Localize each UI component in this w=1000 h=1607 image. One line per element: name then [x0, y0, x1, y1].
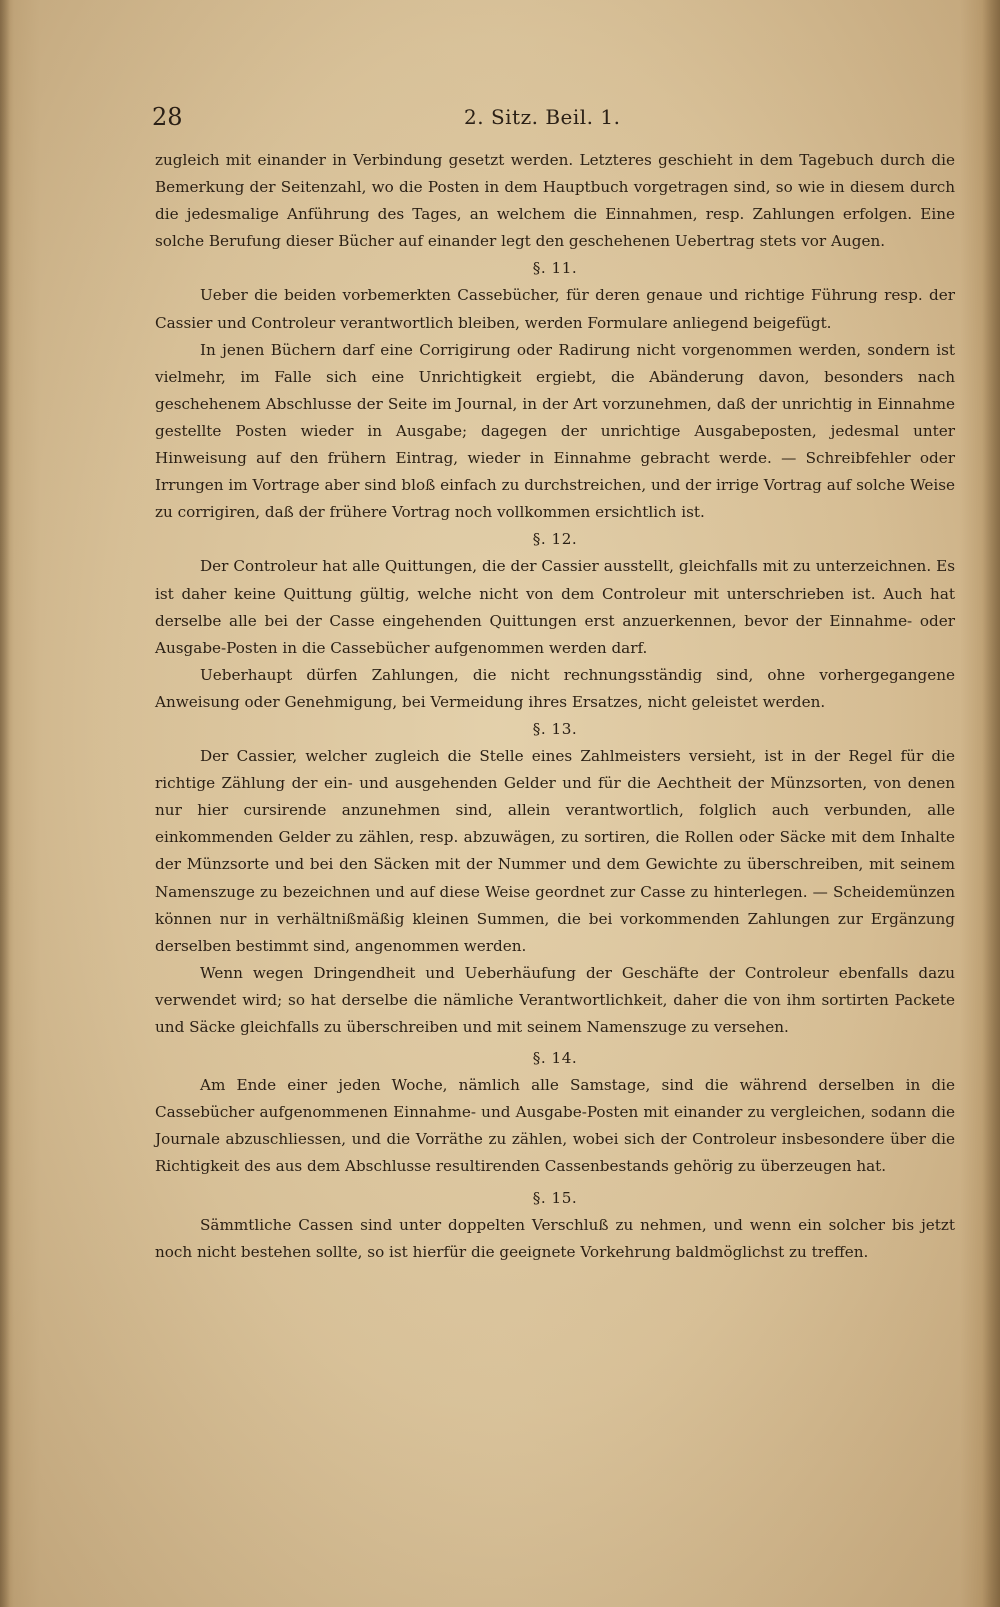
body-text [155, 147, 955, 1266]
section-heading: §. 13. [532, 719, 578, 738]
paragraph: In jenen Büchern darf eine Corrigirung oder Radirung nicht vorgenommen werden, sondern ist vielmehr, im Falle sich eine Unrichtigkeit ergiebt, die Abänderung davon, besonders nach geschehenem Abschlusse der Seite im Journal, in der Art vorzunehmen, daß der unrichtig in Einnahme gestellte Posten wieder in Ausgabe; dagegen der unrichtige Ausgabeposten, jedesmal unter Hinweisung auf den frühern Eintrag, wieder in Einnahme gebracht werde. — Schreibfehler oder Irrungen im Vortrage aber sind bloß einfach zu durchstreichen, und der irrige Vortrag auf solche Weise zu corrigiren, daß der frühere Vortrag noch vollkommen ersichtlich ist. [155, 340, 955, 522]
page-header [152, 103, 960, 143]
paragraph: Der Controleur hat alle Quittungen, die der Cassier ausstellt, gleichfalls mit zu unterzeichnen. Es ist daher keine Quittung gültig, welche nicht von dem Controleur mit unterschrieben ist. Auch hat derselbe alle bei der Casse eingehenden Quittungen erst anzuerkennen, bevor der Einnahme- oder Ausgabe-Posten in die Cassebücher aufgenommen werden darf. [155, 557, 955, 657]
paragraph: Ueberhaupt dürfen Zahlungen, die nicht rechnungsständig sind, ohne vorhergegangene Anweisung oder Genehmigung, bei Vermeidung ihres Ersatzes, nicht geleistet werden. [155, 665, 955, 711]
running-head: 2. Sitz. Beil. 1. [464, 105, 621, 129]
paragraph: Wenn wegen Dringendheit und Ueberhäufung der Geschäfte der Controleur ebenfalls dazu verwendet wird; so hat derselbe die nämliche Verantwortlichkeit, daher die von ihm sortirten Packete und Säcke gleichfalls zu überschreiben und mit seinem Namenszuge zu versehen. [155, 963, 955, 1036]
paragraph: zugleich mit einander in Verbindung gesetzt werden. Letzteres geschieht in dem Tagebuch durch die Bemerkung der Seitenzahl, wo die Posten in dem Hauptbuch vorgetragen sind, so wie in diesem durch die jedesmalige Anführung des Tages, an welchem die Einnahmen, resp. Zahlungen erfolgen. Eine solche Berufung dieser Bücher auf einander legt den geschehenen Uebertrag stets vor Augen. [155, 151, 955, 251]
section-heading: §. 15. [532, 1188, 578, 1207]
paragraph: Der Cassier, welcher zugleich die Stelle eines Zahlmeisters versieht, ist in der Regel für die richtige Zählung der ein- und ausgehenden Gelder und für die Aechtheit der Münzsorten, von denen nur hier cursirende anzunehmen sind, allein verantwortlich, folglich auch verbunden, alle einkommenden Gelder zu zählen, resp. abzuwägen, zu sortiren, die Rollen oder Säcke mit dem Inhalte der Münzsorte und bei den Säcken mit der Nummer und dem Gewichte zu überschreiben, mit seinem Namenszuge zu bezeichnen und auf diese Weise geordnet zur Casse zu hinterlegen. — Scheidemünzen können nur in verhältnißmäßig kleinen Summen, die bei vorkommenden Zahlungen zur Ergänzung derselben bestimmt sind, angenommen werden. [155, 747, 955, 955]
section-heading: §. 14. [532, 1049, 578, 1068]
page-number: 28 [152, 103, 183, 131]
paragraph: Sämmtliche Cassen sind unter doppelten Verschluß zu nehmen, und wenn ein solcher bis jetzt noch nicht bestehen sollte, so ist hierfür die geeignete Vorkehrung baldmöglichst zu treffen. [155, 1215, 955, 1261]
paragraph: Ueber die beiden vorbemerkten Cassebücher, für deren genaue und richtige Führung resp. der Cassier und Controleur verantwortlich bleiben, werden Formulare anliegend beigefügt. [155, 286, 955, 332]
section-heading: §. 11. [532, 259, 578, 278]
paragraph: Am Ende einer jeden Woche, nämlich alle Samstage, sind die während derselben in die Cassebücher aufgenommenen Einnahme- und Ausgabe-Posten mit einander zu vergleichen, sodann die Journale abzuschliessen, und die Vorräthe zu zählen, wobei sich der Controleur insbesondere über die Richtigkeit des aus dem Abschlusse resultirenden Cassenbestands gehörig zu überzeugen hat. [155, 1076, 955, 1176]
section-heading: §. 12. [532, 530, 578, 549]
